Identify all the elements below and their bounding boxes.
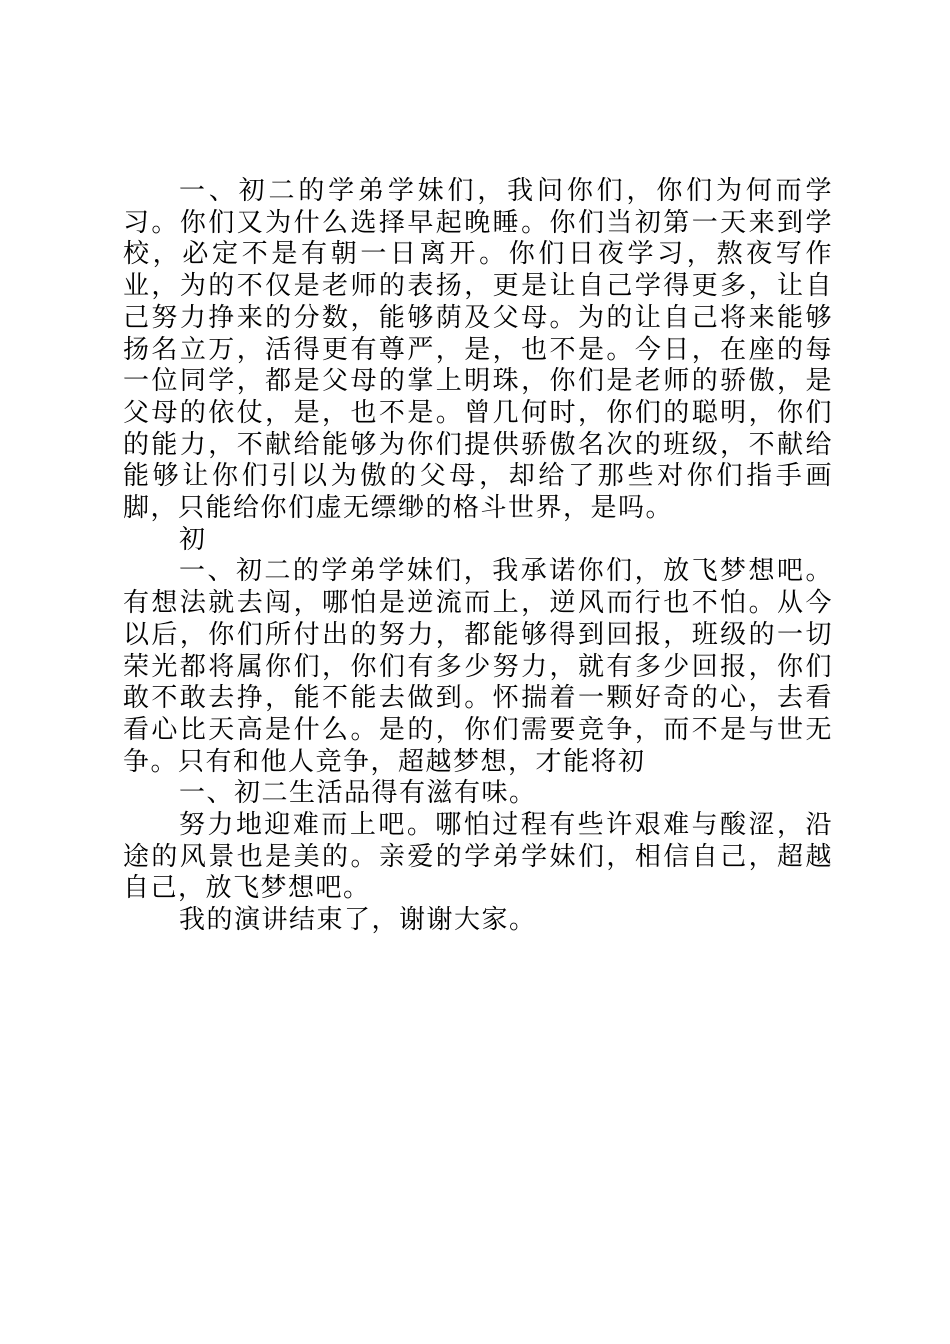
document-body <box>123 176 833 937</box>
paragraph-1: 一、初二的学弟学妹们，我问你们，你们为何而学习。你们又为什么选择早起晚睡。你们当初第一天来到学校，必定不是有朝一日离开。你们日夜学习，熬夜写作业，为的不仅是老师的表扬，更是让自己学得更多，让自己努力挣来的分数，能够荫及父母。为的让自己将来能够扬名立万，活得更有尊严，是，也不是。今日，在座的每一位同学，都是父母的掌上明珠，你们是老师的骄傲，是父母的依仗，是，也不是。曾几何时，你们的聪明，你们的能力，不献给能够为你们提供骄傲名次的班级，不献给能够让你们引以为傲的父母，却给了那些对你们指手画脚，只能给你们虚无缥缈的格斗世界，是吗。 <box>123 176 833 524</box>
paragraph-4: 一、初二生活品得有滋有味。 <box>179 778 537 809</box>
paragraph-5: 努力地迎难而上吧。哪怕过程有些许艰难与酸涩，沿途的风景也是美的。亲爱的学弟学妹们，相信自己，超越自己，放飞梦想吧。 <box>123 810 833 904</box>
paragraph-3: 一、初二的学弟学妹们，我承诺你们，放飞梦想吧。有想法就去闯，哪怕是逆流而上，逆风而行也不怕。从今以后，你们所付出的努力，都能够得到回报，班级的一切荣光都将属你们，你们有多少努力，就有多少回报，你们敢不敢去挣，能不能去做到。怀揣着一颗好奇的心，去看看心比天高是什么。是的，你们需要竞争，而不是与世无争。只有和他人竞争，超越梦想，才能将初 <box>123 556 833 777</box>
paragraph-2: 初 <box>179 524 207 555</box>
paragraph-6: 我的演讲结束了，谢谢大家。 <box>179 905 537 936</box>
